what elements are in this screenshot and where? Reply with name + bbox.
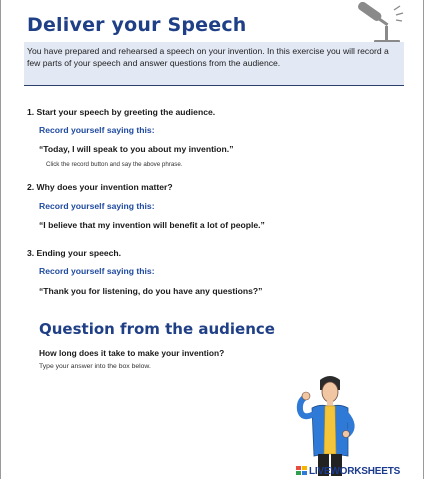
audience-question: How long does it take to make your invention? <box>39 348 225 358</box>
question-1-label: 1. Start your speech by greeting the audience. <box>27 107 216 117</box>
intro-text: You have prepared and rehearsed a speech on your invention. In this exercise you will record a few parts of your speech and answer questions from the audience. <box>24 42 404 86</box>
question-3-quote: “Thank you for listening, do you have any questions?” <box>39 286 263 296</box>
question-2-quote: “I believe that my invention will benefit a lot of people.” <box>39 220 265 230</box>
liveworksheets-logo-text: LIVEWORKSHEETS <box>309 465 401 477</box>
question-1-quote: “Today, I will speak to you about my invention.” <box>39 144 234 154</box>
question-1-hint: Click the record button and say the above phrase. <box>46 161 183 168</box>
audience-hint: Type your answer into the box below. <box>39 363 151 370</box>
liveworksheets-logo-icon <box>296 466 308 476</box>
question-1-record-prompt: Record yourself saying this: <box>39 125 155 135</box>
question-2-label: 2. Why does your invention matter? <box>27 182 173 192</box>
question-3-record-prompt: Record yourself saying this: <box>39 266 155 276</box>
question-2-record-prompt: Record yourself saying this: <box>39 201 155 211</box>
presenter-illustration <box>290 374 370 478</box>
page-title: Deliver your Speech <box>27 14 247 36</box>
liveworksheets-brand <box>296 465 400 477</box>
question-3-label: 3. Ending your speech. <box>27 248 122 258</box>
audience-heading: Question from the audience <box>39 320 275 338</box>
